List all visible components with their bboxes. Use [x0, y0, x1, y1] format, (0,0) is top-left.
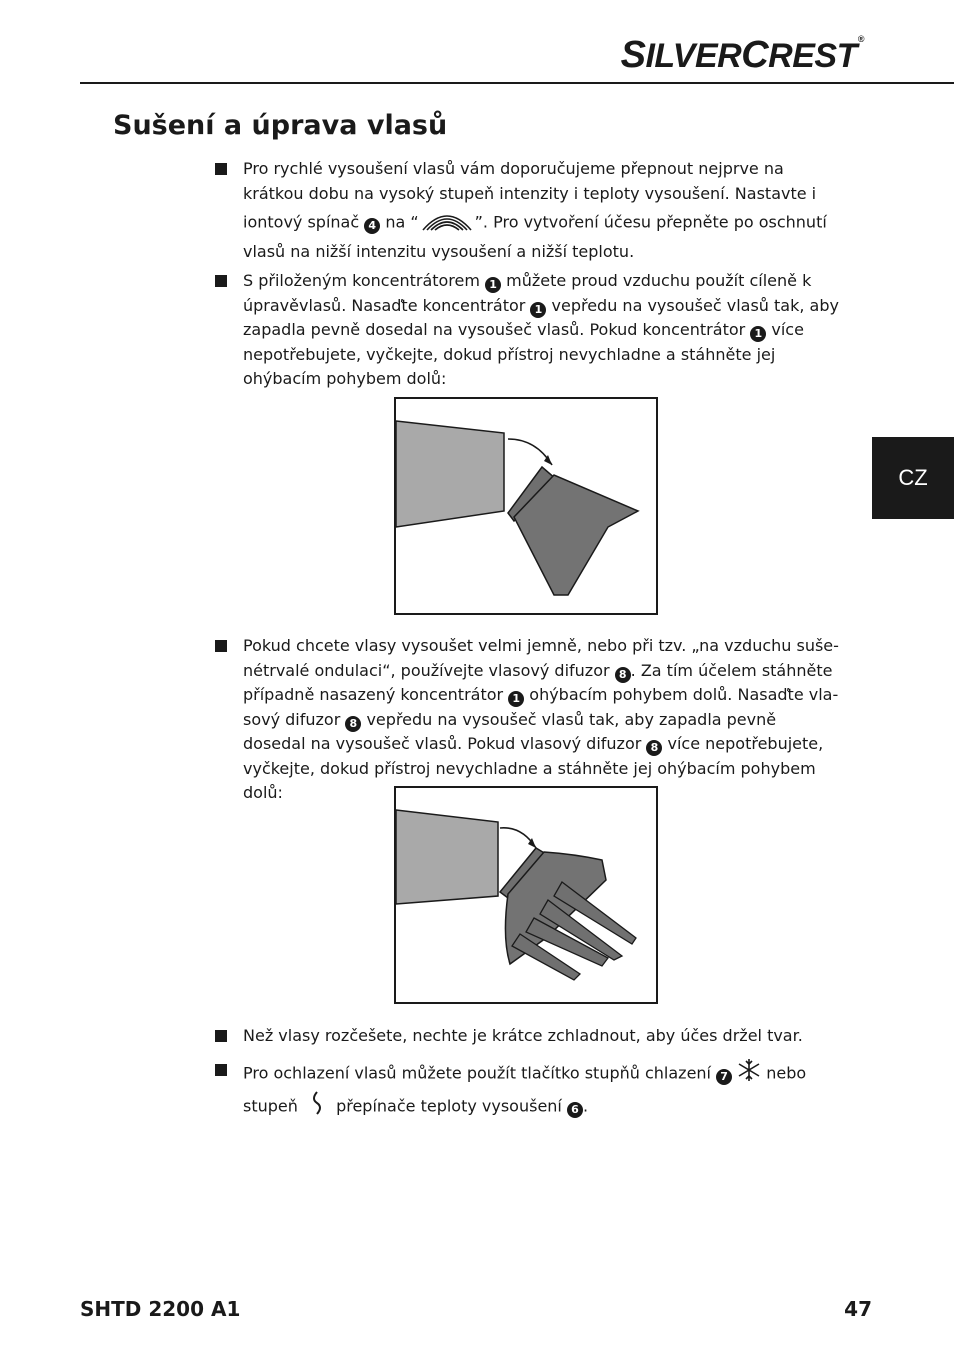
- diffuser-attach-illustration: [394, 786, 658, 1004]
- callout-number: 8: [615, 667, 631, 683]
- callout-number: 8: [345, 716, 361, 732]
- list-item-text: S přiloženým koncentrátorem 1 můžete proud vzduchu použít cíleně k úpravěvlasů. Nasaďte koncentrátor 1 vepředu na vysoušeč vlasů tak, aby zapadla pevně dosedal na vysoušeč vlasů. Pokud koncentrátor 1 více nepotřebujete, vyčkejte, dokud přístroj nevychladne a stáhněte jej ohýbacím pohybem dolů:: [243, 271, 839, 388]
- page-title: Sušení a úprava vlasů: [113, 110, 448, 141]
- callout-number: 1: [530, 302, 546, 318]
- callout-number: 1: [750, 326, 766, 342]
- concentrator-attach-illustration: [394, 397, 658, 615]
- brand-logo: SILVERCREST®: [620, 34, 864, 76]
- list-item-text: Pokud chcete vlasy vysoušet velmi jemně, nebo při tzv. „na vzduchu suše-nétrvalé ondulaci“, používejte vlasový difuzor 8 . Za tím účelem stáhněte případně nasazený koncentrátor 1 ohýbacím pohybem dolů. Nasaďte vla-sový difuzor 8 vepředu na vysoušeč vlasů tak, aby zapadla pevně dosedal na vysoušeč vlasů. Pokud vlasový difuzor 8 více nepotřebujete, vyčkejte, dokud přístroj nevychladne a stáhněte jej ohýbacím pohybem dolů:: [243, 636, 839, 802]
- snowflake-icon: [737, 1058, 761, 1090]
- list-item: [215, 634, 840, 806]
- language-tab-label: CZ: [898, 465, 928, 490]
- callout-number: 1: [485, 277, 501, 293]
- page-number: 47: [844, 1297, 872, 1321]
- bullet: [215, 163, 227, 175]
- model-number: SHTD 2200 A1: [80, 1297, 241, 1321]
- callout-number: 4: [364, 218, 380, 234]
- list-item-text: Pro ochlazení vlasů můžete použít tlačítko stupňů chlazení 7 nebo stupeň přepínače teploty vysoušení 6 .: [243, 1058, 840, 1123]
- callout-number: 1: [508, 691, 524, 707]
- callout-number: 7: [716, 1069, 732, 1085]
- list-item: [215, 1024, 840, 1049]
- list-item: [215, 157, 840, 264]
- list-item: [215, 269, 840, 392]
- list-item-text: Pro rychlé vysoušení vlasů vám doporučujeme přepnout nejprve na krátkou dobu na vysoký stupeň intenzity i teploty vysoušení. Nastavte i iontový spínač 4 na “ ”. Pro vytvoření účesu přepněte po oschnutí vlasů na nižší intenzitu vysoušení a nižší teplotu.: [243, 159, 827, 261]
- bullet: [215, 640, 227, 652]
- bullet: [215, 1064, 227, 1076]
- language-tab: [872, 437, 954, 519]
- ion-waves-icon: [419, 206, 475, 240]
- low-heat-icon: [303, 1090, 331, 1124]
- list-item: [215, 1058, 840, 1123]
- header-rule: [80, 82, 954, 84]
- bullet: [215, 275, 227, 287]
- callout-number: 8: [646, 740, 662, 756]
- callout-number: 6: [567, 1102, 583, 1118]
- list-item-text: Než vlasy rozčešete, nechte je krátce zchladnout, aby účes držel tvar.: [243, 1026, 803, 1045]
- bullet: [215, 1030, 227, 1042]
